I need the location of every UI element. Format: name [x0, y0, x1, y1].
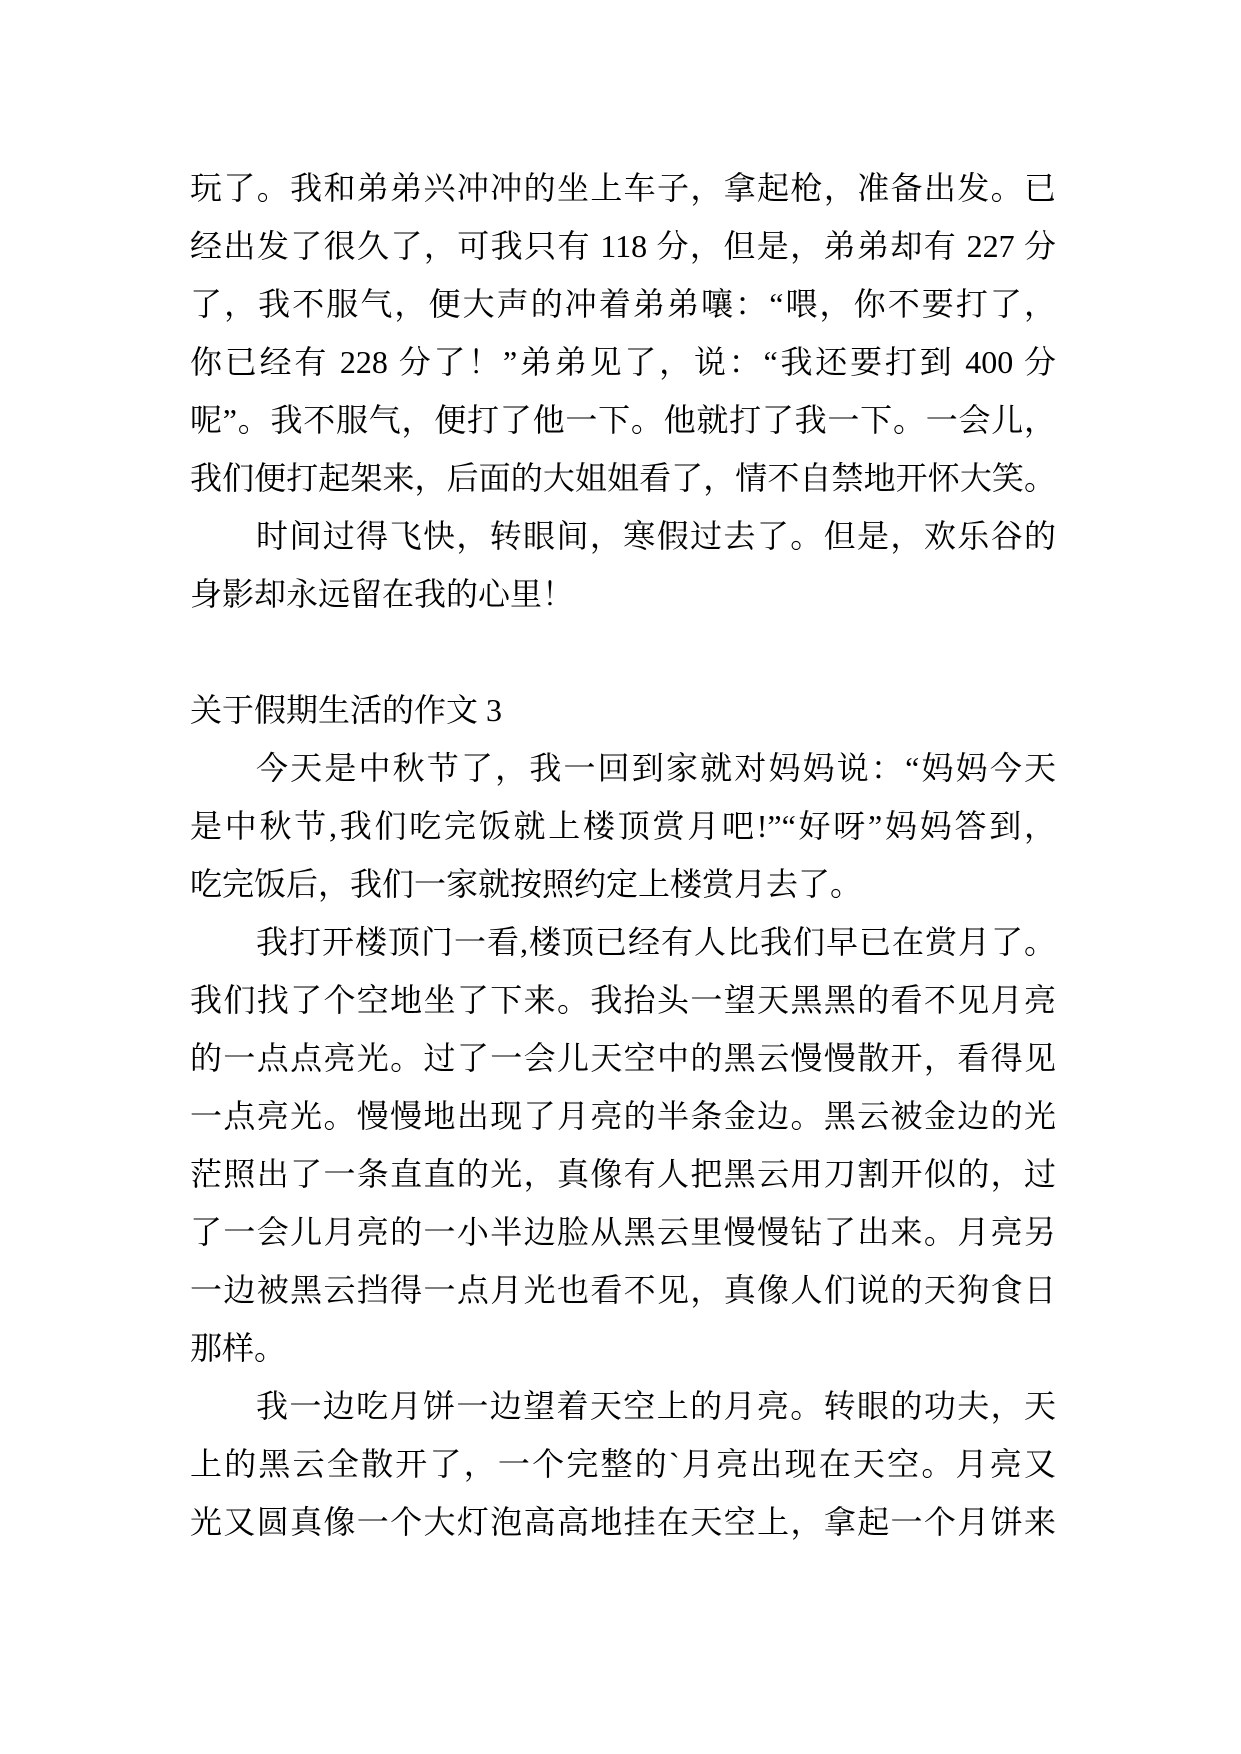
text-line: 玩了。我和弟弟兴冲冲的坐上车子，拿起枪，准备出发。已	[190, 170, 1056, 206]
text-line: 上的黑云全散开了，一个完整的`月亮出现在天空。月亮又	[190, 1446, 1056, 1482]
text-line: 的一点点亮光。过了一会儿天空中的黑云慢慢散开，看得见	[190, 1040, 1056, 1076]
blank-line	[190, 623, 1056, 681]
text-line: 经出发了很久了，可我只有 118 分，但是，弟弟却有 227 分	[190, 228, 1056, 264]
text-line: 我们找了个空地坐了下来。我抬头一望天黑黑的看不见月亮	[190, 982, 1056, 1018]
text-line: 一点亮光。慢慢地出现了月亮的半条金边。黑云被金边的光	[190, 1098, 1056, 1134]
text-line: 今天是中秋节了，我一回到家就对妈妈说：“妈妈今天	[256, 750, 1056, 786]
text-line: 时间过得飞快，转眼间，寒假过去了。但是，欢乐谷的	[256, 518, 1056, 554]
text-line: 吃完饭后，我们一家就按照约定上楼赏月去了。	[190, 866, 863, 902]
text-line: 我打开楼顶门一看,楼顶已经有人比我们早已在赏月了。	[256, 924, 1056, 960]
text-line: 是中秋节,我们吃完饭就上楼顶赏月吧!”“好呀”妈妈答到，	[190, 808, 1056, 844]
essay3-title: 关于假期生活的作文 3	[190, 692, 503, 728]
text-line: 了一会儿月亮的一小半边脸从黑云里慢慢钻了出来。月亮另	[190, 1214, 1056, 1250]
text-line: 茫照出了一条直直的光，真像有人把黑云用刀割开似的，过	[190, 1156, 1056, 1192]
text-line: 身影却永远留在我的心里！	[190, 576, 575, 612]
text-line: 我们便打起架来，后面的大姐姐看了，情不自禁地开怀大笑。	[190, 460, 1056, 496]
essay-text-block	[190, 159, 1056, 1551]
text-line: 一边被黑云挡得一点月光也看不见，真像人们说的天狗食日	[190, 1272, 1056, 1308]
text-line: 那样。	[190, 1330, 287, 1366]
text-line: 你已经有 228 分了！”弟弟见了，说：“我还要打到 400 分	[190, 344, 1056, 380]
text-line: 呢”。我不服气，便打了他一下。他就打了我一下。一会儿，	[190, 402, 1056, 438]
text-line: 了，我不服气，便大声的冲着弟弟嚷：“喂，你不要打了，	[190, 286, 1056, 322]
text-line: 光又圆真像一个大灯泡高高地挂在天空上，拿起一个月饼来	[190, 1504, 1056, 1540]
text-line: 我一边吃月饼一边望着天空上的月亮。转眼的功夫，天	[256, 1388, 1056, 1424]
